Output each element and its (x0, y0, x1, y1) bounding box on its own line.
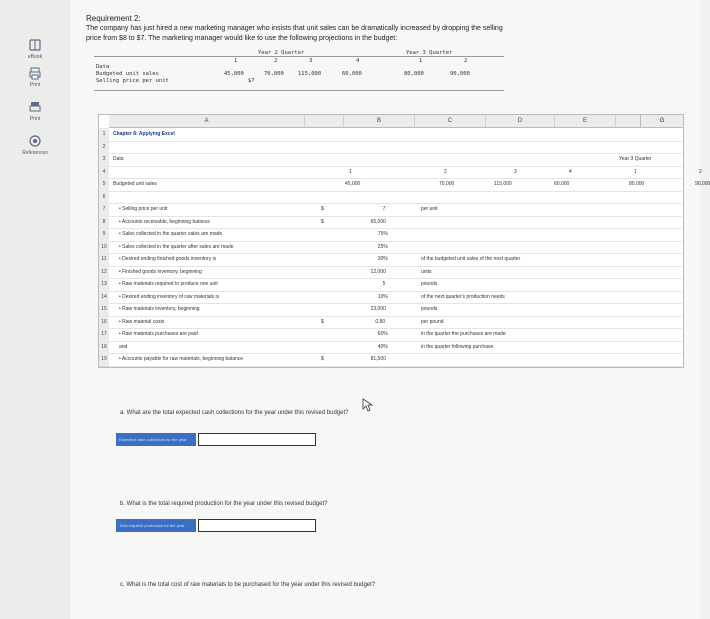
cell-f3[interactable]: Year 3 Quarter (619, 156, 652, 162)
row-header: 3 (99, 153, 109, 167)
quarter-number-cell[interactable]: 1 (634, 168, 637, 175)
sales-cell[interactable]: 115,000 (494, 181, 512, 187)
assumption-unit[interactable]: units (421, 268, 432, 275)
sales-cell[interactable]: 70,000 (439, 181, 455, 187)
grid-line (109, 203, 682, 204)
column-header-d: D (486, 115, 555, 128)
cash-collections-input[interactable] (198, 433, 316, 446)
assumption-unit[interactable]: pounds (421, 306, 438, 312)
row-header: 9 (99, 228, 109, 242)
column-header-spacer (305, 115, 344, 128)
sidebar-item-label: eBook (27, 54, 43, 60)
row-header: 18 (99, 341, 109, 355)
sales-cell[interactable]: 90,000 (695, 181, 710, 187)
projection-table (94, 50, 514, 92)
assumption-unit[interactable]: per unit (421, 206, 438, 212)
grid-line (109, 266, 682, 267)
dollar-sign[interactable]: $ (321, 318, 324, 325)
print-icon (28, 66, 42, 80)
assumption-value[interactable]: 30% (377, 256, 388, 262)
row-header: 6 (99, 191, 109, 205)
grid-line (109, 191, 682, 192)
row-header: 13 (99, 278, 109, 292)
answer-label-a: Expected cash collections for the year (116, 433, 196, 446)
row-header: 7 (99, 203, 109, 217)
spreadsheet (98, 114, 710, 368)
requirement-line-1: The company has just hired a new marketing manager who insists that unit sales can be dramatically increased by dropping the selling (86, 25, 503, 32)
assumption-label[interactable]: • Sales collected in the quarter after sales are made (119, 243, 234, 250)
required-production-input[interactable] (198, 519, 316, 532)
quarter-number: 1 (419, 58, 423, 64)
sidebar-item-label: References (22, 150, 48, 156)
ebook-icon (28, 38, 42, 52)
assumption-value[interactable]: 65,000 (370, 218, 386, 225)
assumption-unit[interactable]: in the quarter the purchases are made (421, 331, 506, 337)
cell-a3[interactable]: Data (113, 156, 124, 162)
selling-price-value: $7 (248, 78, 255, 84)
row-header: 8 (99, 216, 109, 230)
grid-line (109, 316, 682, 317)
grid-line (109, 153, 682, 154)
assumption-label[interactable]: • Desired ending finished goods inventory is (119, 256, 217, 262)
grid-line (109, 366, 682, 367)
sidebar-item-label: Print (29, 82, 41, 88)
sales-value: 80,000 (404, 71, 424, 77)
grid-line (109, 166, 682, 167)
budgeted-unit-sales-label: Budgeted unit sales (96, 71, 159, 77)
sidebar-item-print-2[interactable] (0, 100, 70, 122)
sidebar-item-references[interactable] (0, 134, 70, 156)
grid-line (109, 141, 682, 142)
assumption-value[interactable]: 25% (377, 243, 388, 250)
grid-line (109, 253, 682, 254)
row-header: 2 (99, 141, 109, 155)
assumption-label[interactable]: • Raw materials required to produce one unit (119, 281, 218, 287)
sales-cell[interactable]: 80,000 (629, 181, 645, 187)
assumption-value[interactable]: 81,500 (370, 356, 386, 362)
row-header: 15 (99, 303, 109, 317)
column-header-b: B (344, 115, 415, 128)
sales-value: 115,000 (298, 71, 322, 77)
assumption-label[interactable]: • Desired ending inventory of raw materials is (119, 293, 220, 300)
row-header: 19 (99, 353, 109, 367)
assumption-label[interactable]: and (119, 343, 128, 350)
assumption-label[interactable]: • Accounts payable for raw materials, beginning balance (119, 356, 244, 362)
sales-value: 45,000 (224, 71, 244, 77)
assumption-unit[interactable]: pounds (421, 281, 438, 287)
row-header: 1 (99, 128, 109, 142)
mouse-cursor-icon (362, 398, 374, 412)
assumption-unit[interactable]: of the budgeted unit sales of the next quarter (421, 256, 521, 262)
column-header-g: G (640, 114, 684, 128)
sidebar-item-print[interactable] (0, 66, 70, 88)
selling-price-label: Selling price per unit (96, 78, 169, 84)
row-header: 10 (99, 241, 109, 255)
row-header: 5 (99, 178, 109, 192)
data-label: Data (96, 64, 110, 70)
assumption-unit[interactable]: per pound (421, 318, 444, 325)
row-header: 14 (99, 291, 109, 305)
column-header-c: C (415, 115, 486, 128)
assumption-label[interactable]: • Raw materials purchases are paid (119, 331, 198, 337)
quarter-number: 4 (356, 58, 360, 64)
assumption-label[interactable]: • Accounts receivable, beginning balance (119, 218, 210, 225)
year3-header: Year 3 Quarter (406, 50, 453, 56)
assumption-label[interactable]: • Sales collected in the quarter sales are made (119, 231, 223, 237)
assumption-label[interactable]: • Raw material costs (119, 318, 165, 325)
assumption-label[interactable]: • Raw materials inventory, beginning (119, 306, 200, 312)
grid-line (109, 353, 682, 354)
grid-line (109, 328, 682, 329)
assumption-label[interactable]: • Selling price per unit (119, 206, 168, 212)
quarter-number-cell[interactable]: 1 (349, 168, 352, 175)
requirement-title: Requirement 2: (86, 14, 141, 23)
sales-cell[interactable]: 60,000 (554, 181, 570, 187)
assumption-unit[interactable]: of the next quarter's production needs (421, 293, 505, 300)
grid-line (109, 178, 682, 179)
answer-label-b: Total required production for the year (116, 519, 196, 532)
sales-value: 60,000 (342, 71, 362, 77)
row-header: 17 (99, 328, 109, 342)
dollar-sign[interactable]: $ (321, 356, 324, 362)
quarter-number: 1 (234, 58, 238, 64)
year2-header: Year 2 Quarter (258, 50, 305, 56)
grid-line (109, 278, 682, 279)
row-header: 4 (99, 166, 109, 180)
sales-value: 70,000 (264, 71, 284, 77)
dollar-sign[interactable]: $ (321, 218, 324, 225)
grid-line (109, 241, 682, 242)
question-c: c. What is the total cost of raw materials to be purchased for the year under this revised budget? (120, 582, 376, 588)
assumption-value[interactable]: 23,000 (370, 306, 386, 312)
quarter-number-cell[interactable]: 4 (569, 168, 572, 175)
answer-row-b (116, 519, 316, 532)
left-sidebar (0, 0, 71, 619)
assumption-value[interactable]: 40% (377, 343, 388, 350)
cell-a5[interactable]: Budgeted unit sales (113, 181, 157, 187)
row-header: 11 (99, 253, 109, 267)
grid-line (109, 303, 682, 304)
row-header: 12 (99, 266, 109, 280)
assumption-value[interactable]: 10% (377, 293, 388, 300)
quarter-number: 2 (464, 58, 468, 64)
quarter-number: 3 (309, 58, 313, 64)
sidebar-item-label: Print (29, 116, 41, 122)
assumption-value[interactable]: 7 (382, 206, 386, 212)
question-b: b. What is the total required production for the year under this revised budget? (120, 501, 328, 507)
quarter-number-cell[interactable]: 3 (514, 168, 517, 175)
assumption-value[interactable]: 0.80 (375, 318, 386, 325)
references-icon (28, 134, 42, 148)
row-header: 16 (99, 316, 109, 330)
column-header-e: E (555, 115, 616, 128)
assumption-label[interactable]: • Finished goods inventory, beginning (119, 268, 202, 275)
column-header-a: A (109, 115, 305, 128)
grid-line (109, 216, 682, 217)
assumption-value[interactable]: 12,000 (370, 268, 386, 275)
quarter-number-cell[interactable]: 2 (699, 168, 702, 175)
grid-line (109, 228, 682, 229)
sales-cell[interactable]: 45,000 (345, 181, 361, 187)
quarter-number: 2 (274, 58, 278, 64)
sidebar-item-ebook[interactable] (0, 38, 70, 60)
sales-value: 90,000 (450, 71, 470, 77)
printer-icon (28, 100, 42, 114)
quarter-number-cell[interactable]: 2 (444, 168, 447, 175)
cell-a1[interactable]: Chapter 8: Applying Excel (113, 131, 175, 137)
grid-line (109, 291, 682, 292)
assumption-value[interactable]: 5 (382, 281, 386, 287)
grid-line (109, 341, 682, 342)
assumption-value[interactable]: 75% (377, 231, 388, 237)
answer-row-a (116, 433, 316, 446)
assumption-value[interactable]: 60% (377, 331, 388, 337)
dollar-sign[interactable]: $ (321, 206, 324, 212)
question-a: a. What are the total expected cash collections for the year under this revised budget? (120, 410, 349, 416)
requirement-line-2: price from $8 to $7. The marketing manager would like to use the following projections in the budget: (86, 35, 398, 42)
assumption-unit[interactable]: in the quarter following purchase (421, 343, 494, 350)
